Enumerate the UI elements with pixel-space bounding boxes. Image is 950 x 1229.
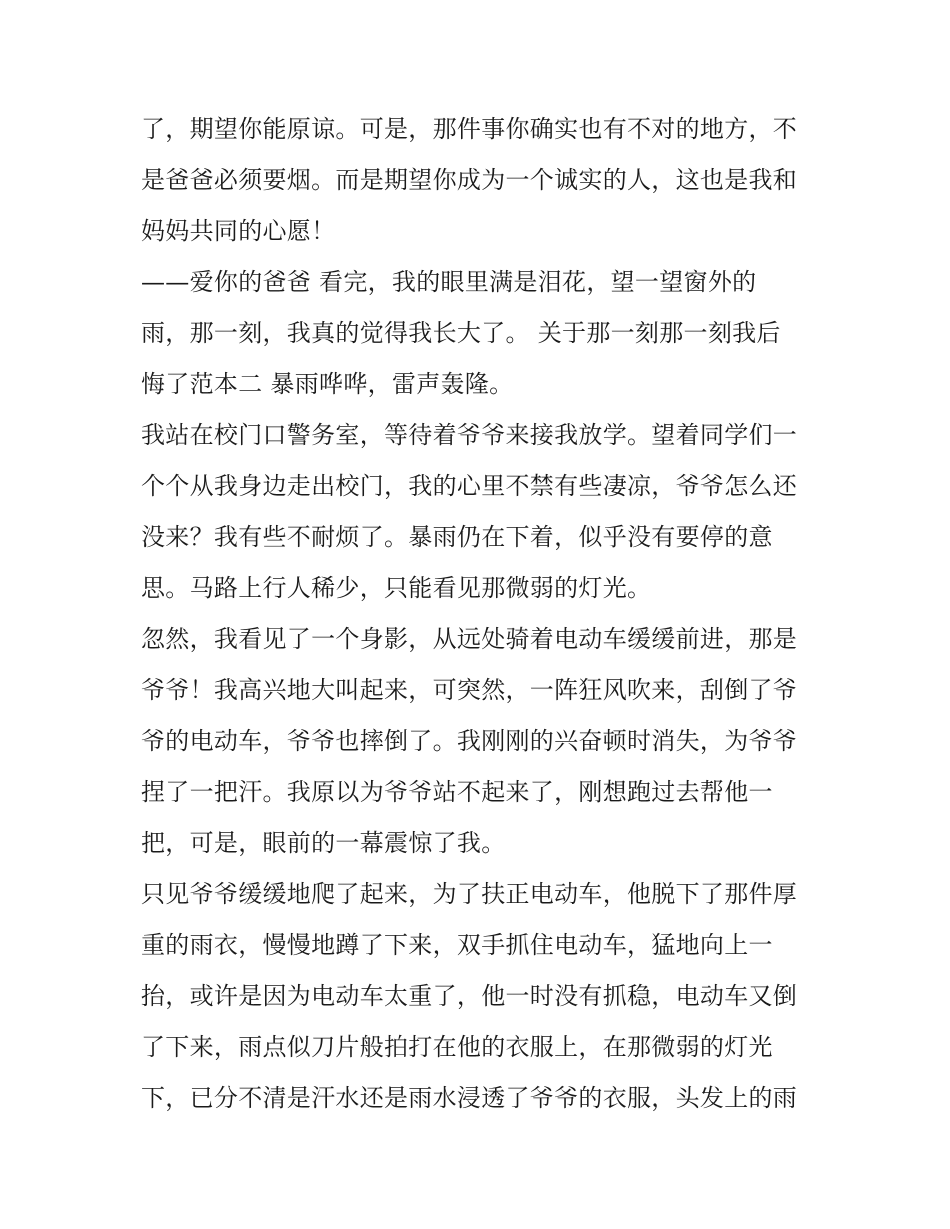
text-line: 是爸爸必须要烟。而是期望你成为一个诚实的人，这也是我和: [141, 166, 798, 194]
text-line: 悔了范本二 暴雨哗哗，雷声轰隆。: [141, 370, 514, 398]
text-line: 思。马路上行人稀少，只能看见那微弱的灯光。: [141, 574, 652, 602]
text-line: 只见爷爷缓缓地爬了起来，为了扶正电动车，他脱下了那件厚: [141, 880, 798, 908]
text-line: 没来？我有些不耐烦了。暴雨仍在下着，似乎没有要停的意: [141, 523, 773, 551]
text-line: 抬，或许是因为电动车太重了，他一时没有抓稳，电动车又倒: [141, 982, 798, 1010]
text-line: 了下来，雨点似刀片般拍打在他的衣服上，在那微弱的灯光: [141, 1033, 773, 1061]
text-line: 爷的电动车，爷爷也摔倒了。我刚刚的兴奋顿时消失，为爷爷: [141, 727, 798, 755]
text-line: 忽然，我看见了一个身影，从远处骑着电动车缓缓前进，那是: [141, 625, 798, 653]
body-text: [141, 104, 821, 1124]
text-line: 捏了一把汗。我原以为爷爷站不起来了，刚想跑过去帮他一: [141, 778, 773, 806]
text-line: 雨，那一刻，我真的觉得我长大了。 关于那一刻那一刻我后: [141, 319, 781, 347]
text-line: 了，期望你能原谅。可是，那件事你确实也有不对的地方，不: [141, 115, 798, 143]
text-line: 妈妈共同的心愿！: [141, 217, 336, 245]
text-line: 重的雨衣，慢慢地蹲了下来，双手抓住电动车，猛地向上一: [141, 931, 773, 959]
text-line: 我站在校门口警务室，等待着爷爷来接我放学。望着同学们一: [141, 421, 798, 449]
text-line: 下，已分不清是汗水还是雨水浸透了爷爷的衣服，头发上的雨: [141, 1084, 798, 1112]
text-line: 个个从我身边走出校门，我的心里不禁有些凄凉，爷爷怎么还: [141, 472, 798, 500]
text-line: 爷爷！我高兴地大叫起来，可突然，一阵狂风吹来，刮倒了爷: [141, 676, 798, 704]
text-line: ——爱你的爸爸 看完，我的眼里满是泪花，望一望窗外的: [141, 268, 757, 296]
text-line: 把，可是，眼前的一幕震惊了我。: [141, 829, 506, 857]
